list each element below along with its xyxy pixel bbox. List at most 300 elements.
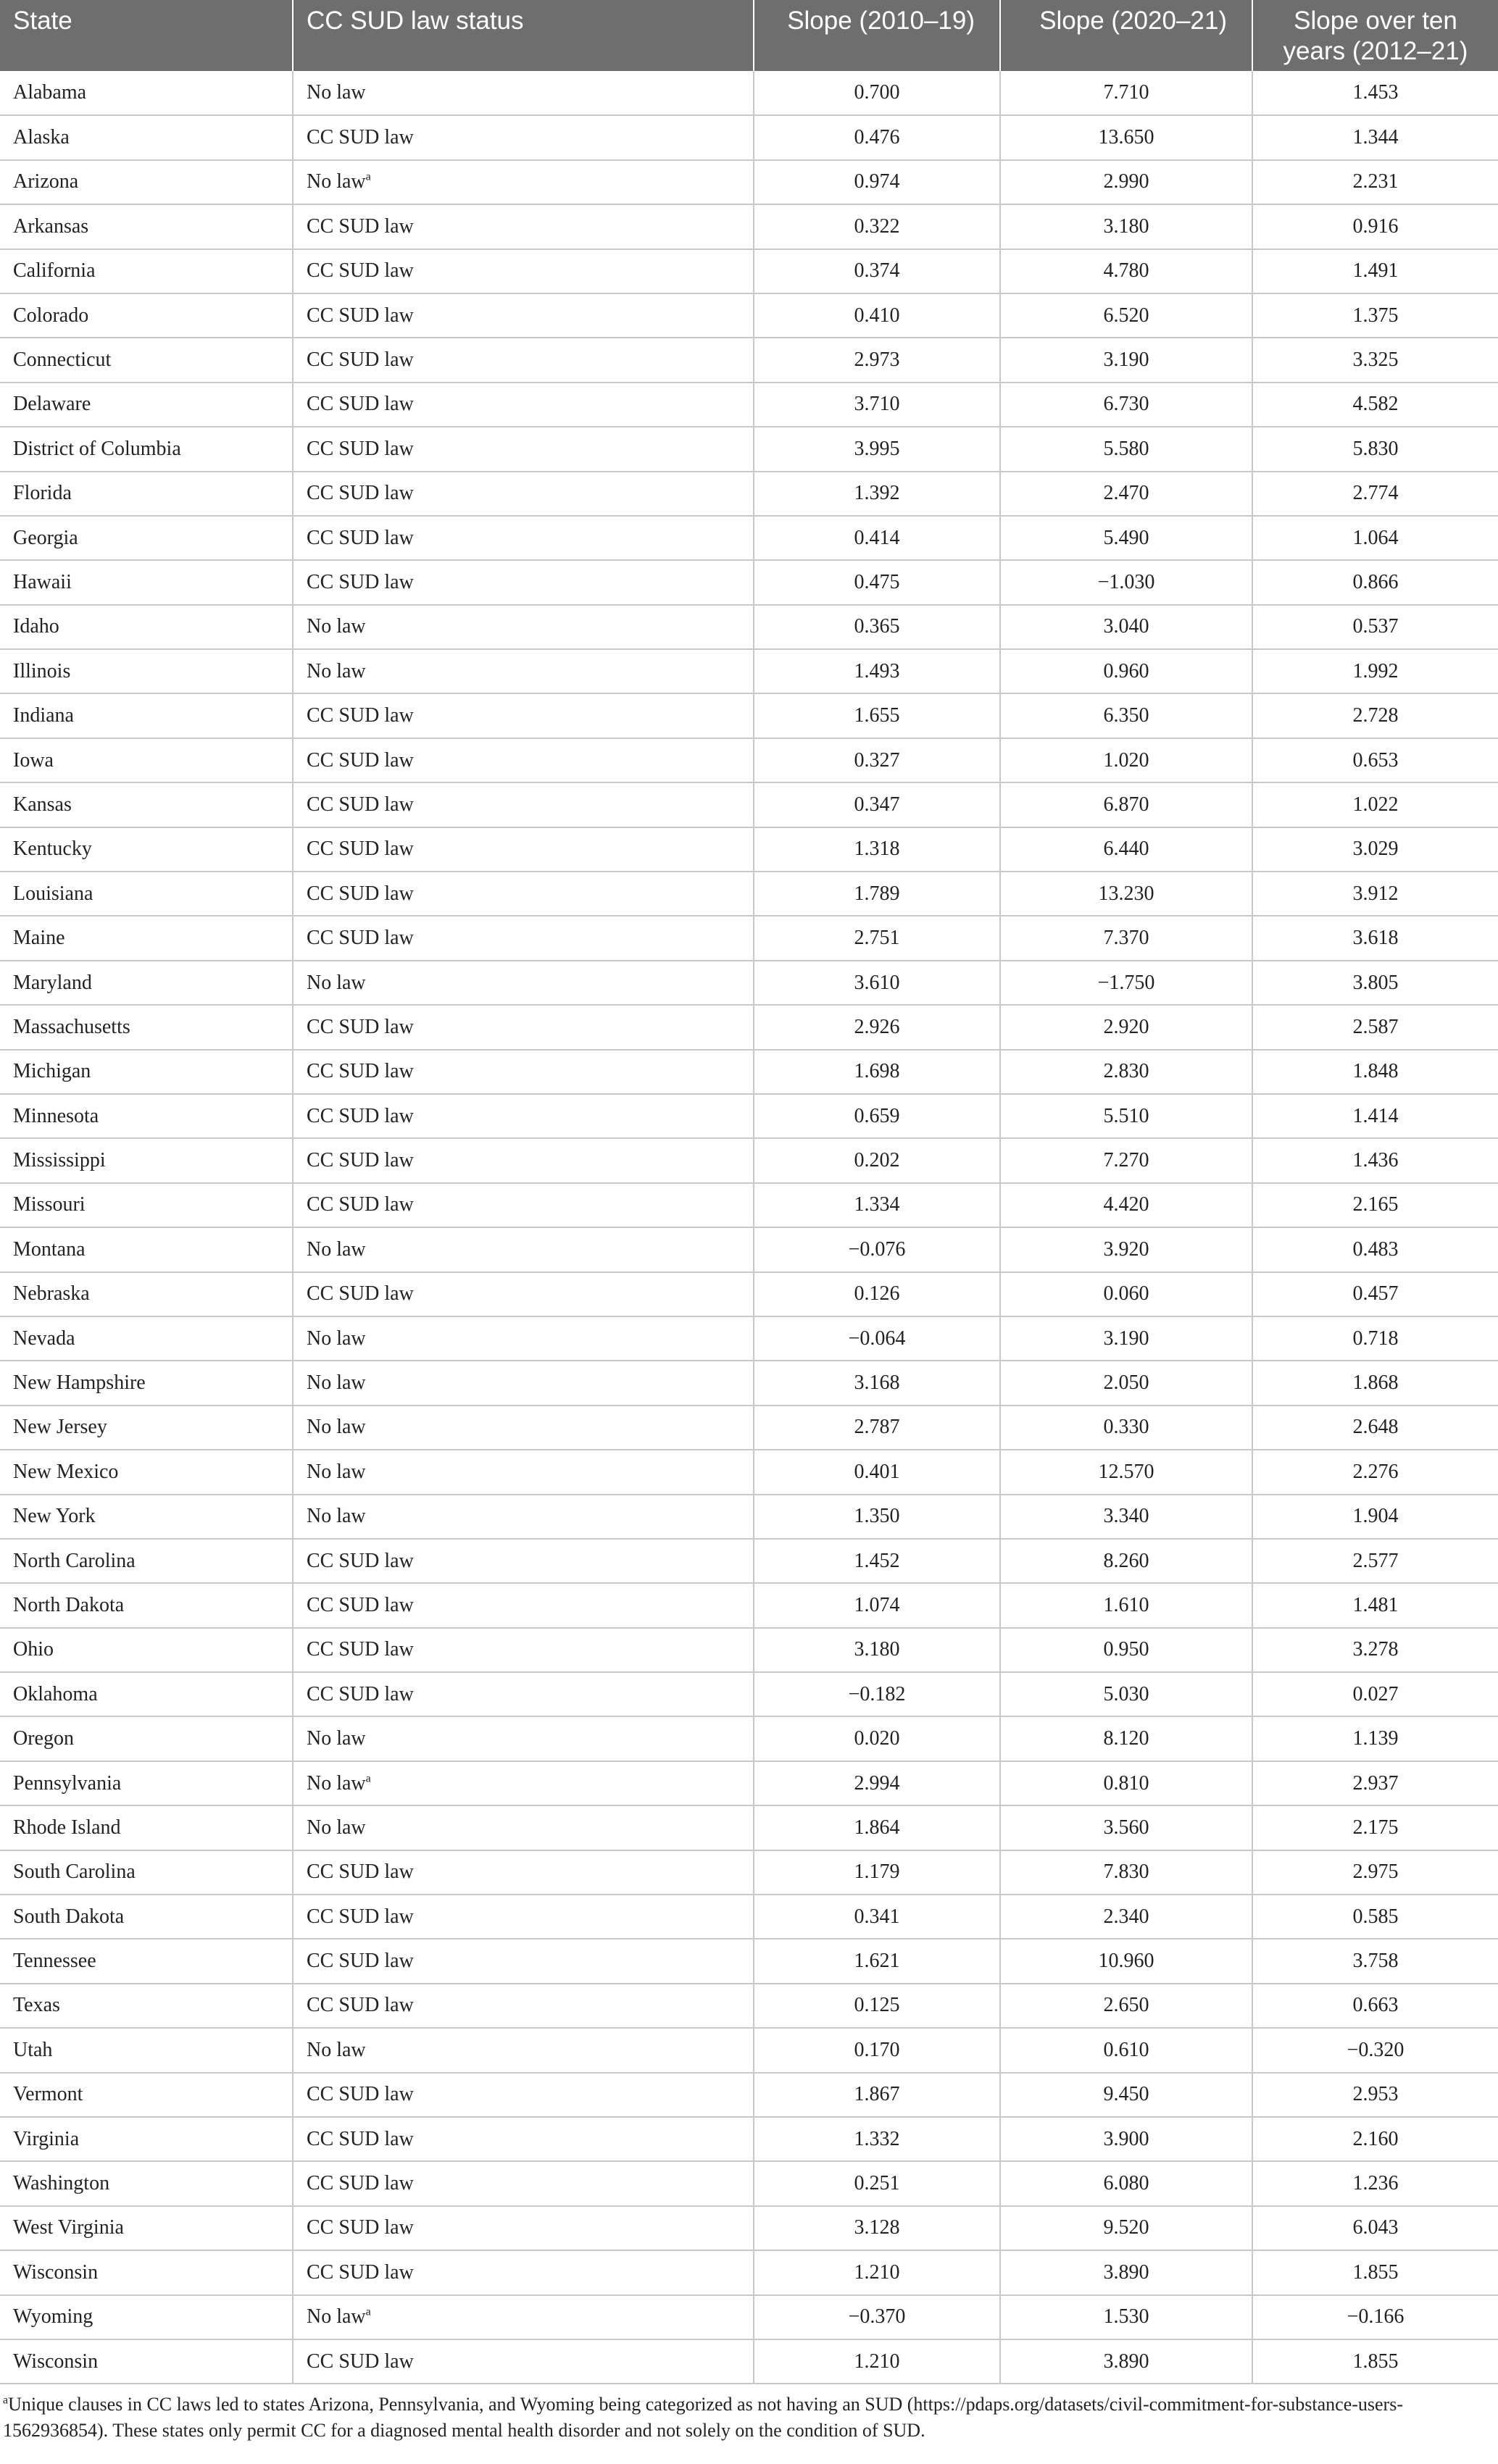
slope-2020-21-cell: 7.830 (1000, 1850, 1252, 1895)
table-row (0, 738, 1498, 782)
slope-ten-years-cell: 2.175 (1252, 1805, 1498, 1850)
table-row (0, 605, 1498, 649)
slope-2010-19-cell: 1.867 (754, 2073, 1000, 2117)
state-cell: Kentucky (0, 827, 293, 872)
slope-2020-21-cell: 0.810 (1000, 1761, 1252, 1805)
slope-2010-19-cell: 0.410 (754, 293, 1000, 338)
slope-ten-years-cell: 1.139 (1252, 1716, 1498, 1761)
state-cell: Vermont (0, 2073, 293, 2117)
state-cell: Wisconsin (0, 2339, 293, 2384)
slope-2010-19-cell: −0.182 (754, 1672, 1000, 1716)
state-cell: Virginia (0, 2117, 293, 2161)
slope-ten-years-cell: 4.582 (1252, 383, 1498, 427)
slope-2010-19-cell: 1.864 (754, 1805, 1000, 1850)
slope-ten-years-cell: 3.029 (1252, 827, 1498, 872)
law-status-text: CC SUD law (307, 2083, 414, 2106)
state-cell: Ohio (0, 1628, 293, 1672)
table-row (0, 2161, 1498, 2205)
slope-2020-21-cell: 9.520 (1000, 2206, 1252, 2250)
slope-2010-19-cell: 3.995 (754, 427, 1000, 471)
footnote-ref: a (365, 171, 371, 184)
law-status-cell (293, 1850, 754, 1895)
slope-ten-years-cell: 1.855 (1252, 2339, 1498, 2384)
law-status-text: No law (307, 1460, 366, 1483)
law-status-cell (293, 1761, 754, 1805)
slope-2010-19-cell: 1.318 (754, 827, 1000, 872)
slope-2020-21-cell: 3.890 (1000, 2339, 1252, 2384)
table-row (0, 1227, 1498, 1271)
state-cell: Nebraska (0, 1272, 293, 1316)
table-row (0, 249, 1498, 293)
table-row (0, 2028, 1498, 2072)
footnote-ref: a (365, 2305, 371, 2318)
slope-2010-19-cell: 1.493 (754, 649, 1000, 693)
slope-2020-21-cell: 12.570 (1000, 1450, 1252, 1494)
law-status-cell (293, 1050, 754, 1094)
slope-2020-21-cell: 3.560 (1000, 1805, 1252, 1850)
slope-2020-21-cell: 5.030 (1000, 1672, 1252, 1716)
slope-2010-19-cell: 0.202 (754, 1138, 1000, 1182)
law-status-cell (293, 160, 754, 204)
state-cell: Maryland (0, 961, 293, 1005)
law-status-cell (293, 1138, 754, 1182)
law-status-text: No law (307, 1416, 366, 1439)
slope-ten-years-cell: 2.953 (1252, 2073, 1498, 2117)
law-status-cell (293, 472, 754, 516)
slope-ten-years-cell: 2.276 (1252, 1450, 1498, 1494)
state-cell: Florida (0, 472, 293, 516)
slope-2010-19-cell: 0.476 (754, 115, 1000, 159)
slope-2010-19-cell: 0.414 (754, 516, 1000, 560)
slope-2020-21-cell: 5.490 (1000, 516, 1252, 560)
slope-2010-19-cell: 0.125 (754, 1984, 1000, 2028)
slope-2020-21-cell: 6.350 (1000, 693, 1252, 738)
law-status-cell (293, 1672, 754, 1716)
law-status-text: No law (307, 1237, 366, 1261)
law-status-text: CC SUD law (307, 1905, 414, 1928)
law-status-text: CC SUD law (307, 1950, 414, 1973)
table-row (0, 1628, 1498, 1672)
slope-2020-21-cell: 9.450 (1000, 2073, 1252, 2117)
footnote-marker: a (3, 2394, 9, 2407)
slope-ten-years-cell: 1.022 (1252, 782, 1498, 827)
law-status-text: CC SUD law (307, 393, 414, 416)
table-row (0, 1583, 1498, 1627)
slope-ten-years-cell: 1.375 (1252, 293, 1498, 338)
slope-2010-19-cell: 2.787 (754, 1406, 1000, 1450)
slope-ten-years-cell: 1.414 (1252, 1094, 1498, 1138)
slope-2020-21-cell: 1.530 (1000, 2295, 1252, 2339)
slope-ten-years-cell: 0.537 (1252, 605, 1498, 649)
law-status-cell (293, 1939, 754, 1983)
slope-2010-19-cell: 1.392 (754, 472, 1000, 516)
footnote-ref: a (365, 1772, 371, 1785)
state-cell: Connecticut (0, 338, 293, 382)
slope-2020-21-cell: 13.230 (1000, 872, 1252, 916)
law-status-cell (293, 2339, 754, 2384)
law-status-text: No law (307, 1771, 366, 1795)
law-status-cell (293, 2073, 754, 2117)
table-footnote (0, 2384, 1498, 2444)
law-status-cell (293, 1450, 754, 1494)
slope-2020-21-cell: 2.990 (1000, 160, 1252, 204)
law-status-cell (293, 1716, 754, 1761)
law-status-text: CC SUD law (307, 1860, 414, 1884)
slope-2010-19-cell: 0.020 (754, 1716, 1000, 1761)
slope-2010-19-cell: 1.334 (754, 1183, 1000, 1227)
slope-ten-years-cell: 1.064 (1252, 516, 1498, 560)
slope-ten-years-cell: 5.830 (1252, 427, 1498, 471)
state-cell: Illinois (0, 649, 293, 693)
law-status-text: CC SUD law (307, 2216, 414, 2239)
law-status-text: No law (307, 170, 366, 193)
law-status-cell (293, 1183, 754, 1227)
law-status-cell (293, 1895, 754, 1939)
slope-2010-19-cell: 1.332 (754, 2117, 1000, 2161)
slope-2010-19-cell: 0.170 (754, 2028, 1000, 2072)
slope-2010-19-cell: 2.973 (754, 338, 1000, 382)
slope-ten-years-cell: 2.587 (1252, 1005, 1498, 1049)
law-status-text: CC SUD law (307, 838, 414, 861)
slope-2020-21-cell: 6.730 (1000, 383, 1252, 427)
table-row (0, 1450, 1498, 1494)
slope-ten-years-cell: 2.160 (1252, 2117, 1498, 2161)
state-cell: New Hampshire (0, 1361, 293, 1405)
state-cell: Mississippi (0, 1138, 293, 1182)
state-cell: New York (0, 1495, 293, 1539)
slope-2010-19-cell: 3.128 (754, 2206, 1000, 2250)
law-status-cell (293, 2250, 754, 2294)
table-row (0, 2117, 1498, 2161)
law-status-cell (293, 1406, 754, 1450)
slope-2020-21-cell: 2.830 (1000, 1050, 1252, 1094)
law-status-cell (293, 2206, 754, 2250)
law-status-cell (293, 1316, 754, 1361)
slope-ten-years-cell: 0.027 (1252, 1672, 1498, 1716)
law-status-text: CC SUD law (307, 1994, 414, 2017)
slope-ten-years-cell: 0.653 (1252, 738, 1498, 782)
slope-2020-21-cell: 3.340 (1000, 1495, 1252, 1539)
slope-2010-19-cell: 0.659 (754, 1094, 1000, 1138)
law-status-text: CC SUD law (307, 214, 414, 238)
law-status-cell (293, 1005, 754, 1049)
state-cell: North Carolina (0, 1539, 293, 1583)
state-cell: District of Columbia (0, 427, 293, 471)
state-cell: Georgia (0, 516, 293, 560)
slope-ten-years-cell: 0.866 (1252, 560, 1498, 604)
state-cell: Massachusetts (0, 1005, 293, 1049)
law-status-cell (293, 1361, 754, 1405)
table-row (0, 1761, 1498, 1805)
law-status-cell (293, 293, 754, 338)
law-status-text: No law (307, 659, 366, 682)
slope-ten-years-cell: 3.618 (1252, 916, 1498, 960)
slope-ten-years-cell: 0.718 (1252, 1316, 1498, 1361)
law-status-cell (293, 605, 754, 649)
state-cell: West Virginia (0, 2206, 293, 2250)
law-status-cell (293, 782, 754, 827)
table-row (0, 160, 1498, 204)
law-status-text: CC SUD law (307, 748, 414, 772)
law-status-text: CC SUD law (307, 482, 414, 505)
slope-ten-years-cell: 2.975 (1252, 1850, 1498, 1895)
law-status-cell (293, 693, 754, 738)
footnote-text: Unique clauses in CC laws led to states Arizona, Pennsylvania, and Wyoming being categorized as not having an SUD (https://pdaps.org/datasets/civil-commitment-for-substance-users-1562936854). These states only permit CC for a diagnosed mental health disorder and not solely on the condition of SUD. (3, 2394, 1403, 2442)
state-cell: Iowa (0, 738, 293, 782)
slope-2020-21-cell: 7.270 (1000, 1138, 1252, 1182)
table-row (0, 516, 1498, 560)
law-status-text: CC SUD law (307, 1104, 414, 1127)
table-row (0, 649, 1498, 693)
slope-ten-years-cell: 2.648 (1252, 1406, 1498, 1450)
state-cell: Oklahoma (0, 1672, 293, 1716)
slope-2010-19-cell: 0.374 (754, 249, 1000, 293)
slope-ten-years-cell: 2.231 (1252, 160, 1498, 204)
table-row (0, 2339, 1498, 2384)
slope-2010-19-cell: 3.610 (754, 961, 1000, 1005)
law-status-text: CC SUD law (307, 570, 414, 593)
slope-2010-19-cell: 1.655 (754, 693, 1000, 738)
state-cell: Texas (0, 1984, 293, 2028)
table-row (0, 1005, 1498, 1049)
slope-2010-19-cell: 3.710 (754, 383, 1000, 427)
law-status-cell (293, 427, 754, 471)
state-cell: Delaware (0, 383, 293, 427)
state-cell: North Dakota (0, 1583, 293, 1627)
slope-2010-19-cell: 0.126 (754, 1272, 1000, 1316)
slope-2020-21-cell: 2.340 (1000, 1895, 1252, 1939)
law-status-text: CC SUD law (307, 1282, 414, 1306)
law-status-text: CC SUD law (307, 793, 414, 816)
table-row (0, 71, 1498, 115)
slope-2010-19-cell: 0.341 (754, 1895, 1000, 1939)
law-status-text: CC SUD law (307, 704, 414, 727)
slope-2010-19-cell: 0.401 (754, 1450, 1000, 1494)
state-cell: Pennsylvania (0, 1761, 293, 1805)
slope-2020-21-cell: 0.330 (1000, 1406, 1252, 1450)
slope-ten-years-cell: 1.481 (1252, 1583, 1498, 1627)
state-cell: Michigan (0, 1050, 293, 1094)
law-status-cell (293, 1805, 754, 1850)
slope-2010-19-cell: 1.074 (754, 1583, 1000, 1627)
slope-2020-21-cell: 0.950 (1000, 1628, 1252, 1672)
slope-ten-years-cell: 1.236 (1252, 2161, 1498, 2205)
slope-2020-21-cell: 7.710 (1000, 71, 1252, 115)
slope-2020-21-cell: 1.610 (1000, 1583, 1252, 1627)
table-row (0, 1272, 1498, 1316)
state-cell: Indiana (0, 693, 293, 738)
state-cell: Idaho (0, 605, 293, 649)
slope-ten-years-cell: 1.344 (1252, 115, 1498, 159)
table-row (0, 1094, 1498, 1138)
header-row (0, 0, 1498, 71)
state-cell: Alaska (0, 115, 293, 159)
slope-2020-21-cell: 2.650 (1000, 1984, 1252, 2028)
slope-2010-19-cell: 0.700 (754, 71, 1000, 115)
slope-2020-21-cell: 4.780 (1000, 249, 1252, 293)
law-status-cell (293, 1227, 754, 1271)
table-row (0, 961, 1498, 1005)
law-status-text: CC SUD law (307, 2260, 414, 2284)
slope-ten-years-cell: 1.992 (1252, 649, 1498, 693)
slope-2020-21-cell: 3.920 (1000, 1227, 1252, 1271)
slope-2020-21-cell: 3.890 (1000, 2250, 1252, 2294)
table-row (0, 693, 1498, 738)
slope-ten-years-cell: 1.855 (1252, 2250, 1498, 2294)
slope-ten-years-cell: 3.912 (1252, 872, 1498, 916)
state-cell: Louisiana (0, 872, 293, 916)
law-status-text: No law (307, 1505, 366, 1528)
law-status-cell (293, 1984, 754, 2028)
law-status-text: CC SUD law (307, 259, 414, 283)
table-row (0, 1672, 1498, 1716)
law-status-text: CC SUD law (307, 304, 414, 327)
state-cell: Wisconsin (0, 2250, 293, 2294)
slope-2020-21-cell: −1.750 (1000, 961, 1252, 1005)
law-status-cell (293, 71, 754, 115)
law-status-cell (293, 1495, 754, 1539)
table-row (0, 1850, 1498, 1895)
slope-2010-19-cell: 1.789 (754, 872, 1000, 916)
slope-ten-years-cell: 3.325 (1252, 338, 1498, 382)
table-row (0, 1316, 1498, 1361)
table-row (0, 338, 1498, 382)
state-cell: Arizona (0, 160, 293, 204)
table-row (0, 1050, 1498, 1094)
law-status-cell (293, 961, 754, 1005)
table-row (0, 782, 1498, 827)
slope-ten-years-cell: 6.043 (1252, 2206, 1498, 2250)
slope-2020-21-cell: 3.040 (1000, 605, 1252, 649)
law-status-text: No law (307, 2305, 366, 2329)
table-row (0, 1406, 1498, 1450)
slope-ten-years-cell: 1.491 (1252, 249, 1498, 293)
slope-2020-21-cell: 3.900 (1000, 2117, 1252, 2161)
state-cell: Alabama (0, 71, 293, 115)
slope-2010-19-cell: 0.251 (754, 2161, 1000, 2205)
state-cell: Arkansas (0, 204, 293, 249)
state-cell: New Mexico (0, 1450, 293, 1494)
slope-2010-19-cell: 2.751 (754, 916, 1000, 960)
state-cell: Nevada (0, 1316, 293, 1361)
law-status-text: No law (307, 1327, 366, 1350)
law-status-text: CC SUD law (307, 1193, 414, 1216)
slope-2010-19-cell: 1.452 (754, 1539, 1000, 1583)
slope-2020-21-cell: 0.060 (1000, 1272, 1252, 1316)
table-row (0, 115, 1498, 159)
slope-2010-19-cell: 1.350 (754, 1495, 1000, 1539)
state-cell: South Dakota (0, 1895, 293, 1939)
slope-2020-21-cell: 8.120 (1000, 1716, 1252, 1761)
slope-2020-21-cell: 2.470 (1000, 472, 1252, 516)
law-status-text: CC SUD law (307, 526, 414, 549)
table-row (0, 2250, 1498, 2294)
law-status-cell (293, 115, 754, 159)
slope-2020-21-cell: 5.580 (1000, 427, 1252, 471)
table-row (0, 1939, 1498, 1983)
law-status-cell (293, 1272, 754, 1316)
law-status-cell (293, 872, 754, 916)
slope-ten-years-cell: 3.278 (1252, 1628, 1498, 1672)
slope-2010-19-cell: 0.347 (754, 782, 1000, 827)
slope-2020-21-cell: 3.180 (1000, 204, 1252, 249)
slope-ten-years-cell: 0.483 (1252, 1227, 1498, 1271)
slope-ten-years-cell: 0.916 (1252, 204, 1498, 249)
state-cell: Minnesota (0, 1094, 293, 1138)
law-status-text: No law (307, 1371, 366, 1395)
slope-2020-21-cell: 2.920 (1000, 1005, 1252, 1049)
slope-2010-19-cell: −0.370 (754, 2295, 1000, 2339)
slope-2010-19-cell: 0.327 (754, 738, 1000, 782)
table-row (0, 1361, 1498, 1405)
slope-ten-years-cell: 1.868 (1252, 1361, 1498, 1405)
slope-2010-19-cell: 3.180 (754, 1628, 1000, 1672)
slope-2020-21-cell: 6.520 (1000, 293, 1252, 338)
law-status-text: No law (307, 1727, 366, 1750)
slope-2010-19-cell: 0.322 (754, 204, 1000, 249)
law-status-text: CC SUD law (307, 1015, 414, 1038)
slope-ten-years-cell: 1.848 (1252, 1050, 1498, 1094)
law-status-text: CC SUD law (307, 1549, 414, 1572)
law-status-text: CC SUD law (307, 1638, 414, 1661)
state-cell: Rhode Island (0, 1805, 293, 1850)
slope-ten-years-cell: 0.585 (1252, 1895, 1498, 1939)
state-cell: New Jersey (0, 1406, 293, 1450)
law-status-cell (293, 738, 754, 782)
slope-ten-years-cell: 0.663 (1252, 1984, 1498, 2028)
law-status-cell (293, 1539, 754, 1583)
table-row (0, 827, 1498, 872)
slope-ten-years-cell: 2.774 (1252, 472, 1498, 516)
table-row (0, 1805, 1498, 1850)
law-status-text: No law (307, 81, 366, 104)
slope-2010-19-cell: 0.475 (754, 560, 1000, 604)
slope-2010-19-cell: 3.168 (754, 1361, 1000, 1405)
slope-ten-years-cell: 3.758 (1252, 1939, 1498, 1983)
table-row (0, 2073, 1498, 2117)
table-row (0, 472, 1498, 516)
law-status-cell (293, 1094, 754, 1138)
table-row (0, 872, 1498, 916)
law-status-text: CC SUD law (307, 2172, 414, 2195)
state-cell: Washington (0, 2161, 293, 2205)
table-row (0, 383, 1498, 427)
slope-2020-21-cell: 6.080 (1000, 2161, 1252, 2205)
state-cell: California (0, 249, 293, 293)
law-status-cell (293, 649, 754, 693)
slope-2020-21-cell: 10.960 (1000, 1939, 1252, 1983)
header-slope-2010-19: Slope (2010–19) (754, 0, 1000, 71)
slope-2010-19-cell: 2.994 (754, 1761, 1000, 1805)
table-row (0, 1984, 1498, 2028)
state-cell: Hawaii (0, 560, 293, 604)
slope-ten-years-cell: −0.320 (1252, 2028, 1498, 2072)
table-body (0, 71, 1498, 2384)
slope-2020-21-cell: 4.420 (1000, 1183, 1252, 1227)
slope-2020-21-cell: 3.190 (1000, 338, 1252, 382)
slope-ten-years-cell: 2.577 (1252, 1539, 1498, 1583)
law-status-cell (293, 2028, 754, 2072)
header-state: State (0, 0, 293, 71)
table-row (0, 1716, 1498, 1761)
slope-2010-19-cell: 0.365 (754, 605, 1000, 649)
law-status-cell (293, 2295, 754, 2339)
law-status-text: CC SUD law (307, 882, 414, 905)
law-status-cell (293, 827, 754, 872)
table-row (0, 204, 1498, 249)
law-status-text: CC SUD law (307, 2350, 414, 2373)
slope-2020-21-cell: 5.510 (1000, 1094, 1252, 1138)
